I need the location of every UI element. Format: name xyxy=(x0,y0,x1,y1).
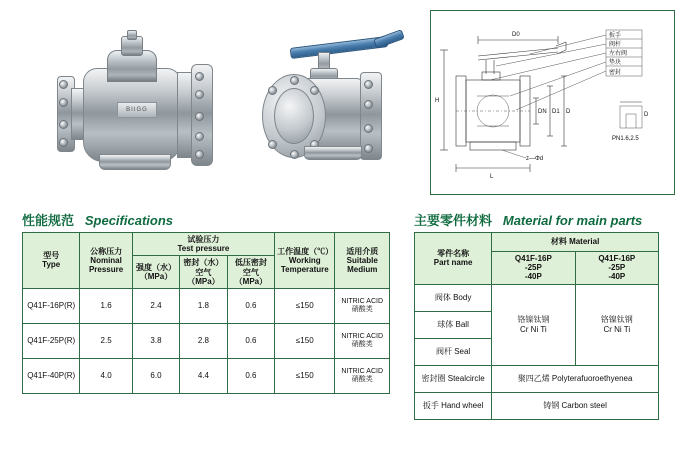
technical-drawing xyxy=(430,10,675,195)
header-tp-en: Test pressure xyxy=(177,244,230,254)
callout-2: 左右阀 xyxy=(609,51,628,57)
cell-model: Q41F-25P(R) xyxy=(23,323,80,358)
header-sa-unit: 空气（MPa） xyxy=(187,267,220,286)
cell-part-name xyxy=(415,392,492,419)
materials-heading xyxy=(414,210,642,229)
cell-strength-water: 6.0 xyxy=(132,358,179,393)
specifications-heading-cn: 性能规范 xyxy=(22,213,75,228)
cell-part-cn: 阀体 xyxy=(434,292,451,302)
cell-medium xyxy=(335,288,390,323)
table-row xyxy=(23,323,390,358)
header-part-en: Part name xyxy=(433,258,473,268)
cell-medium-cn: 硝酸类 xyxy=(351,375,373,383)
cell-strength-water: 3.8 xyxy=(132,323,179,358)
callout-0: 扳手 xyxy=(609,33,622,39)
cell-part-en: Hand wheel xyxy=(441,400,484,410)
cell-part-en: Stealcircle xyxy=(447,373,485,383)
header-col1-l1: Q41F-16P xyxy=(514,254,552,263)
header-col2-l3: -40P xyxy=(608,272,626,282)
cell-low-seal-air: 0.6 xyxy=(227,358,274,393)
table-row xyxy=(23,288,390,323)
cell-medium-en: NITRIC ACID xyxy=(341,297,384,305)
cell-part-cn: 密封圈 xyxy=(421,373,446,383)
cell-part-name xyxy=(415,284,492,311)
cell-part-en: Body xyxy=(453,292,472,302)
header-test-pressure xyxy=(132,233,274,256)
cell-nominal-pressure: 4.0 xyxy=(80,358,132,393)
cell-medium-en: NITRIC ACID xyxy=(341,367,384,375)
header-sa-cn: 密封（水） xyxy=(183,258,224,268)
cell-col1-l1: 铬镍钛钢 xyxy=(517,315,550,325)
materials-table xyxy=(414,232,659,420)
cell-part-name xyxy=(415,365,492,392)
header-material-col-1 xyxy=(492,252,575,285)
cell-part-name xyxy=(415,338,492,365)
callout-3: 垫块 xyxy=(609,60,622,66)
cell-col2-l1: 铬镍钛钢 xyxy=(600,315,633,325)
drawing-label-d1: D1 xyxy=(552,109,560,115)
header-lsa-unit: 空气（MPa） xyxy=(234,267,268,286)
drawing-label-z-phi-d: z—Φd xyxy=(526,156,544,162)
drawing-label-d0: D0 xyxy=(512,32,520,38)
cell-material-col1 xyxy=(492,284,575,365)
drawing-label-h: H xyxy=(435,98,440,104)
cell-medium-cn: 硝酸类 xyxy=(351,340,373,348)
header-col1-l2: -25P xyxy=(524,263,542,273)
table-row xyxy=(415,392,659,419)
valve-photo-right xyxy=(260,30,420,180)
drawing-label-pn: PN1.6,2.5 xyxy=(612,136,639,142)
cell-seal-air: 1.8 xyxy=(180,288,227,323)
header-model-cn: 型号 xyxy=(43,251,60,261)
cell-medium xyxy=(335,358,390,393)
drawing-label-l: L xyxy=(490,174,494,180)
header-part-cn: 零件名称 xyxy=(437,249,470,259)
cell-material-span: 聚四乙烯 Polyterafuoroethyenea xyxy=(492,365,659,392)
header-col2-l2: -25P xyxy=(608,263,626,273)
cell-material-col2 xyxy=(575,284,658,365)
header-part-name xyxy=(415,233,492,285)
materials-heading-cn: 主要零件材料 xyxy=(414,213,493,228)
cell-part-cn: 阀杆 xyxy=(435,346,452,356)
header-wt-cn: 工作温度（℃） xyxy=(277,246,334,256)
table-row xyxy=(415,365,659,392)
header-sw-cn: 强度（水） xyxy=(135,262,176,272)
cell-part-en: Ball xyxy=(455,319,469,329)
cell-nominal-pressure: 2.5 xyxy=(80,323,132,358)
header-lsa-cn: 低压密封 xyxy=(234,258,267,268)
table-row xyxy=(23,358,390,393)
specifications-heading xyxy=(22,210,173,229)
header-tp-cn: 试验压力 xyxy=(187,235,220,244)
cell-medium-cn: 硝酸类 xyxy=(351,305,373,313)
header-col1-l3: -40P xyxy=(524,272,542,282)
table-header-row xyxy=(415,233,659,252)
cell-material-span: 铸钢 Carbon steel xyxy=(492,392,659,419)
header-strength-water xyxy=(132,256,179,289)
product-images-area xyxy=(0,0,680,200)
drawing-label-d-small: D xyxy=(644,112,649,118)
header-material: 材料 Material xyxy=(492,233,659,252)
brand-plate: BIIGG xyxy=(117,102,157,118)
cell-model: Q41F-40P(R) xyxy=(23,358,80,393)
header-suitable-medium xyxy=(335,233,390,289)
header-np-en: Nominal xyxy=(90,255,122,265)
specifications-heading-en: Specifications xyxy=(84,213,173,228)
cell-working-temperature: ≤150 xyxy=(275,323,335,358)
header-model-en: Type xyxy=(42,260,61,270)
cell-seal-air: 4.4 xyxy=(180,358,227,393)
table-row xyxy=(415,284,659,311)
cell-medium-en: NITRIC ACID xyxy=(341,332,384,340)
drawing-label-dn: DN xyxy=(538,109,547,115)
header-sw-unit: （MPa） xyxy=(139,272,173,282)
header-sm-en2: Medium xyxy=(347,265,378,275)
cell-col1-l2: Cr Ni Ti xyxy=(520,324,547,334)
cell-col2-l2: Cr Ni Ti xyxy=(603,324,631,334)
header-sm-cn: 适用介质 xyxy=(346,246,379,256)
header-nominal-pressure xyxy=(80,233,132,289)
cell-low-seal-air: 0.6 xyxy=(227,288,274,323)
materials-heading-en: Material for main parts xyxy=(502,213,643,228)
cell-working-temperature: ≤150 xyxy=(275,288,335,323)
header-sm-en: Suitable xyxy=(346,255,378,265)
header-np-en2: Pressure xyxy=(88,265,124,275)
cell-seal-air: 2.8 xyxy=(180,323,227,358)
header-wt-en2: Temperature xyxy=(280,265,329,275)
cell-low-seal-air: 0.6 xyxy=(227,323,274,358)
callout-1: 阀杆 xyxy=(609,42,622,48)
header-model xyxy=(23,233,80,289)
valve-photo-left xyxy=(55,28,245,178)
header-wt-en: Working xyxy=(288,255,321,265)
header-seal-air xyxy=(180,256,227,289)
cell-model: Q41F-16P(R) xyxy=(23,288,80,323)
header-np-cn: 公称压力 xyxy=(90,246,123,256)
header-col2-l1: Q41F-16P xyxy=(598,254,636,263)
cell-working-temperature: ≤150 xyxy=(275,358,335,393)
cell-part-cn: 扳手 xyxy=(422,400,439,410)
header-material-col-2 xyxy=(575,252,658,285)
header-working-temperature xyxy=(275,233,335,289)
table-header-row xyxy=(23,233,390,256)
drawing-label-d: D xyxy=(566,109,571,115)
cell-part-en: Seal xyxy=(454,346,471,356)
specifications-table xyxy=(22,232,390,394)
cell-nominal-pressure: 1.6 xyxy=(80,288,132,323)
callout-4: 密封 xyxy=(609,70,622,76)
cell-part-name xyxy=(415,311,492,338)
cell-part-cn: 球体 xyxy=(437,319,454,329)
header-low-seal-air xyxy=(227,256,274,289)
cell-medium xyxy=(335,323,390,358)
cell-strength-water: 2.4 xyxy=(132,288,179,323)
